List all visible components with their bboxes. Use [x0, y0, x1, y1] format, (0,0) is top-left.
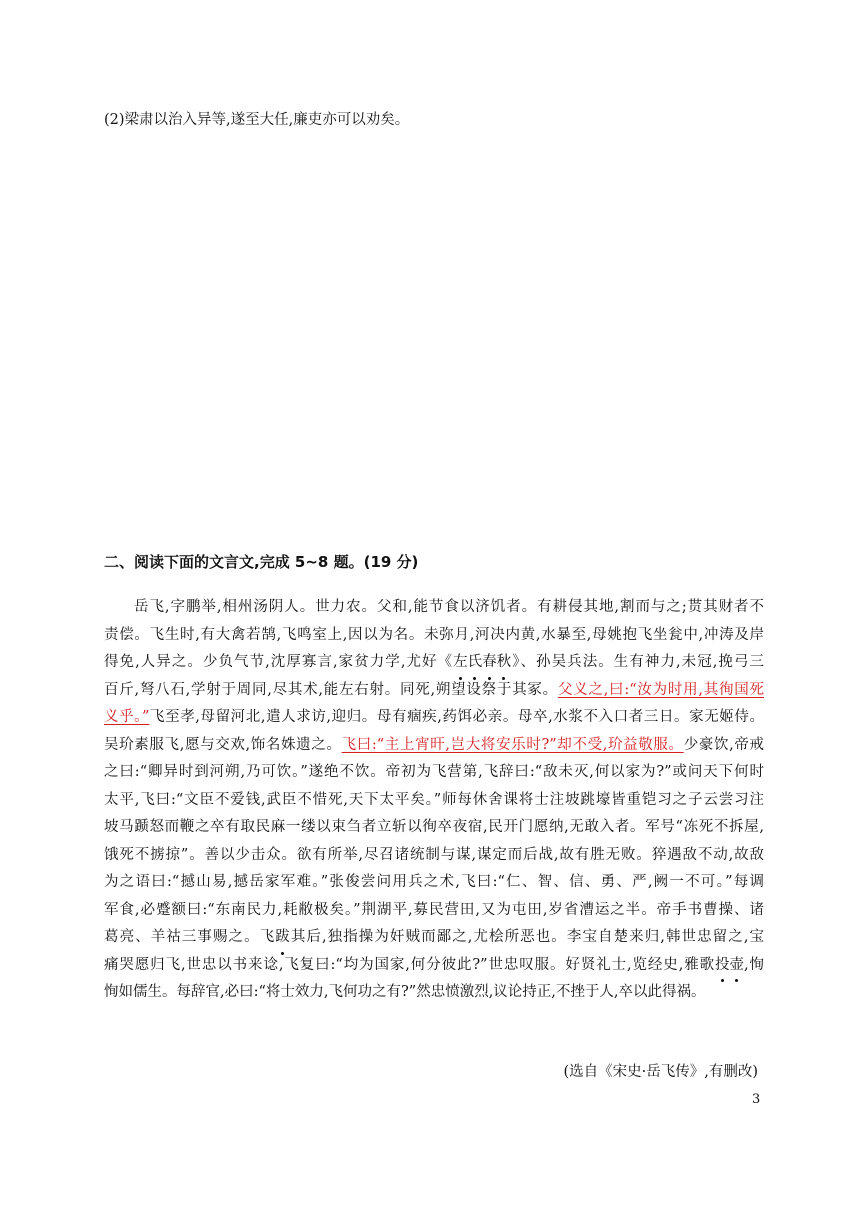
emphasis-dotted-char: 秋: [497, 649, 512, 677]
passage-line: 为之语曰:“撼山易,撼岳家军难。”张俊尝问用兵之术,飞曰:“仁、智、信、勇、严,阙一不可。”每调: [104, 874, 764, 890]
question-2-text: (2)梁肃以治入异等,遂至大任,廉吏亦可以劝矣。: [104, 112, 410, 128]
passage-text: 吴玠素服飞,愿与交欢,饰名姝遗之。: [104, 736, 342, 753]
passage-text: 飞至孝,母留河北,遣人求访,迎归。母有痼疾,药饵必亲。母卒,水浆不入口者三日。家无姬侍。: [149, 709, 764, 725]
passage-line: [104, 677, 764, 705]
source-citation: (选自《宋史·岳飞传》,有删改): [563, 1064, 758, 1080]
passage-text: 葛亮、羊祜三事赐之。飞: [104, 929, 276, 945]
passage-line: 饿死不掳掠”。善以少击众。欲有所举,尽召诸统制与谋,谋定而后战,故有胜无败。猝遇敌不动,故敌: [104, 846, 764, 863]
passage-line: 恂如儒生。每辞官,必曰:“将士效力,飞何功之有?”然忠愤激烈,议论持正,不挫于人,卒以此得祸。: [104, 984, 706, 1000]
passage-text: 百斤,弩八石,学射于周同,尽其术,能左右射。同死,朔望设祭于其冢。: [104, 681, 558, 698]
highlighted-sentence: 父义之,曰:“汝为时用,其徇国死: [557, 681, 765, 698]
passage-line: 责偿。飞生时,有大禽若鹄,飞鸣室上,因以为名。未弥月,河决内黄,水暴至,母姚抱飞坐瓮中,冲涛及岸: [104, 626, 764, 643]
passage-text: 》、孙吴兵法。生有神力,未冠,挽弓三: [511, 654, 764, 670]
emphasis-dotted-char: 跋: [275, 924, 290, 952]
page-number: 3: [752, 1092, 761, 1107]
passage-line: 坡马踬怒而鞭之卒有取民麻一缕以束刍者立斩以徇卒夜宿,民开门愿纳,无敢入者。军号“冻死不拆屋,: [104, 819, 764, 835]
passage-text: 得免,人异之。少负气节,沈厚寡言,家贫力学,尤好《: [104, 654, 454, 670]
highlighted-sentence: 飞曰:“主上宵旰,岂大将安乐时?”却不受,玠益敬服。: [341, 736, 684, 753]
passage-line: 岳飞,字鹏举,相州汤阴人。世力农。父和,能节食以济饥者。有耕侵其地,割而与之;贳其财者不: [134, 599, 764, 615]
classical-chinese-passage: [104, 594, 764, 1007]
passage-line: 太平,飞曰:“文臣不爱钱,武臣不惜死,天下太平矣。”师每休舍课将士注坡跳壕皆重铠习之子云尝习注: [104, 791, 764, 808]
passage-line: [104, 704, 764, 732]
passage-line: 之曰:“卿异时到河朔,乃可饮。”遂绝不饮。帝初为飞营第,飞辞曰:“敌未灭,何以家为?”或问天下何时: [104, 764, 764, 780]
emphasis-dotted-char: 氏: [468, 649, 483, 677]
passage-text: 痛哭愿归飞,世忠以书来谂,飞复曰:“均为国家,何分彼此?”世忠叹服。好贤礼士,览经史,雅歌: [104, 956, 715, 973]
passage-text: 其后,独指操为奸贼而鄙之,尤桧所恶也。李宝自楚来归,韩世忠留之,宝: [289, 929, 764, 945]
emphasis-dotted-char: 春: [482, 649, 497, 677]
emphasis-dotted-char: 壶: [730, 952, 745, 980]
emphasis-dotted-char: 投: [715, 952, 730, 980]
highlighted-sentence: 义乎。”: [104, 709, 150, 725]
passage-text: 少豪饮,帝戒: [683, 736, 764, 753]
passage-line: [104, 952, 764, 980]
emphasis-dotted-char: 左: [453, 649, 468, 677]
passage-line: [104, 649, 764, 677]
passage-text: ,恂: [744, 956, 765, 973]
passage-line: [104, 732, 764, 760]
passage-line: [104, 924, 764, 952]
section-title: 二、阅读下面的文言文,完成 5~8 题。(19 分): [104, 553, 419, 571]
passage-line: 军食,必蹙额曰:“东南民力,耗敝极矣。”荆湖平,募民营田,又为屯田,岁省漕运之半。帝手书曹操、诸: [104, 901, 764, 918]
